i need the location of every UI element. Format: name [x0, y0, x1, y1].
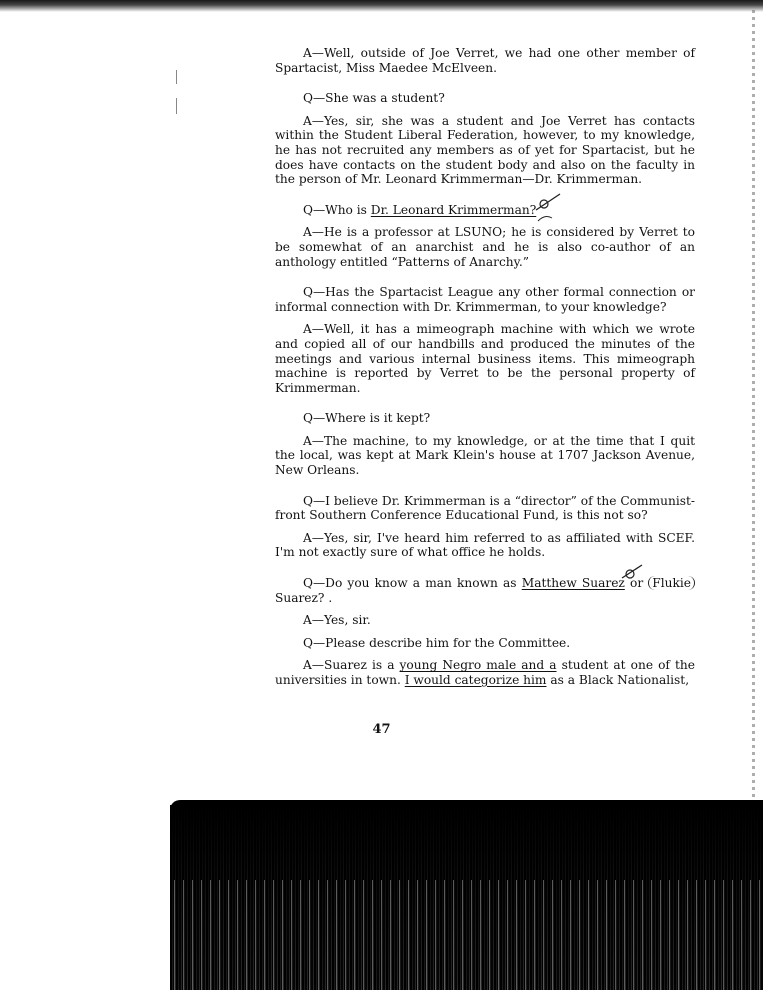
question-paragraph: Q—Please describe him for the Committee. — [303, 635, 571, 650]
bracketed-nickname: Flukie — [648, 576, 695, 590]
question-paragraph: Q—I believe Dr. Krimmerman is a “director” of the Communist-front Southern Conference Educational Fund, is this not so? — [275, 493, 695, 523]
question-paragraph: Q—She was a student? — [303, 91, 445, 106]
question-paragraph: Q—Where is it kept? — [303, 411, 431, 426]
check-mark-icon — [622, 565, 642, 578]
question-text: Q—Do you know a man known as — [303, 576, 522, 591]
answer-paragraph: A—Well, it has a mimeograph machine with which we wrote and copied all of our handbills and produced the minutes of the meetings and various internal business items. This mimeograph machine is reported by Verret to be the personal property of Krimmerman. — [275, 322, 695, 395]
question-text: Suarez? . — [275, 590, 333, 605]
answer-paragraph: A—He is a professor at LSUNO; he is considered by Verret to be somewhat of an anarchist and he is also co-author of an anthology entitled “Patterns of Anarchy.” — [275, 225, 695, 269]
answer-text: as a Black Nationalist, — [546, 673, 690, 687]
answer-paragraph: A—Well, outside of Joe Verret, we had one other member of Spartacist, Miss Maedee McElveen. — [275, 46, 695, 75]
answer-text: student at one of the universities in town. — [275, 658, 695, 687]
answer-text: A—Suarez is a — [303, 658, 400, 673]
answer-paragraph: A—Yes, sir, she was a student and Joe Verret has contacts within the Student Liberal Federation, however, to my knowledge, he has not recruited any members as of yet for Spartacist, but he does have contacts on the student body and also on the faculty in the person of Mr. Leonard Krimmerman—Dr. Krimmerman. — [275, 113, 695, 187]
question-paragraph: Q—Has the Spartacist League any other formal connection or informal connection with Dr. Krimmerman, to your knowledge? — [275, 285, 695, 314]
pencil-stroke-icon — [538, 217, 552, 221]
scan-streaks — [170, 880, 763, 990]
underlined-name: Matthew Suarez — [521, 576, 625, 591]
answer-paragraph: A—Yes, sir. — [303, 613, 371, 628]
underlined-phrase: young Negro male and a — [399, 658, 557, 673]
answer-paragraph: A—Yes, sir, I've heard him referred to as affiliated with SCEF. I'm not exactly sure of what office he holds. — [275, 530, 695, 560]
page-number: 47 — [372, 722, 391, 737]
underlined-phrase: I would categorize him — [404, 673, 547, 687]
underlined-name: Dr. Leonard Krimmerman? — [370, 202, 537, 217]
question-text: Q—Who is — [303, 202, 371, 217]
question-text: or — [624, 576, 649, 591]
answer-paragraph: A—The machine, to my knowledge, or at the time that I quit the local, was kept at Mark Klein's house at 1707 Jackson Avenue, New Orleans. — [275, 433, 695, 478]
